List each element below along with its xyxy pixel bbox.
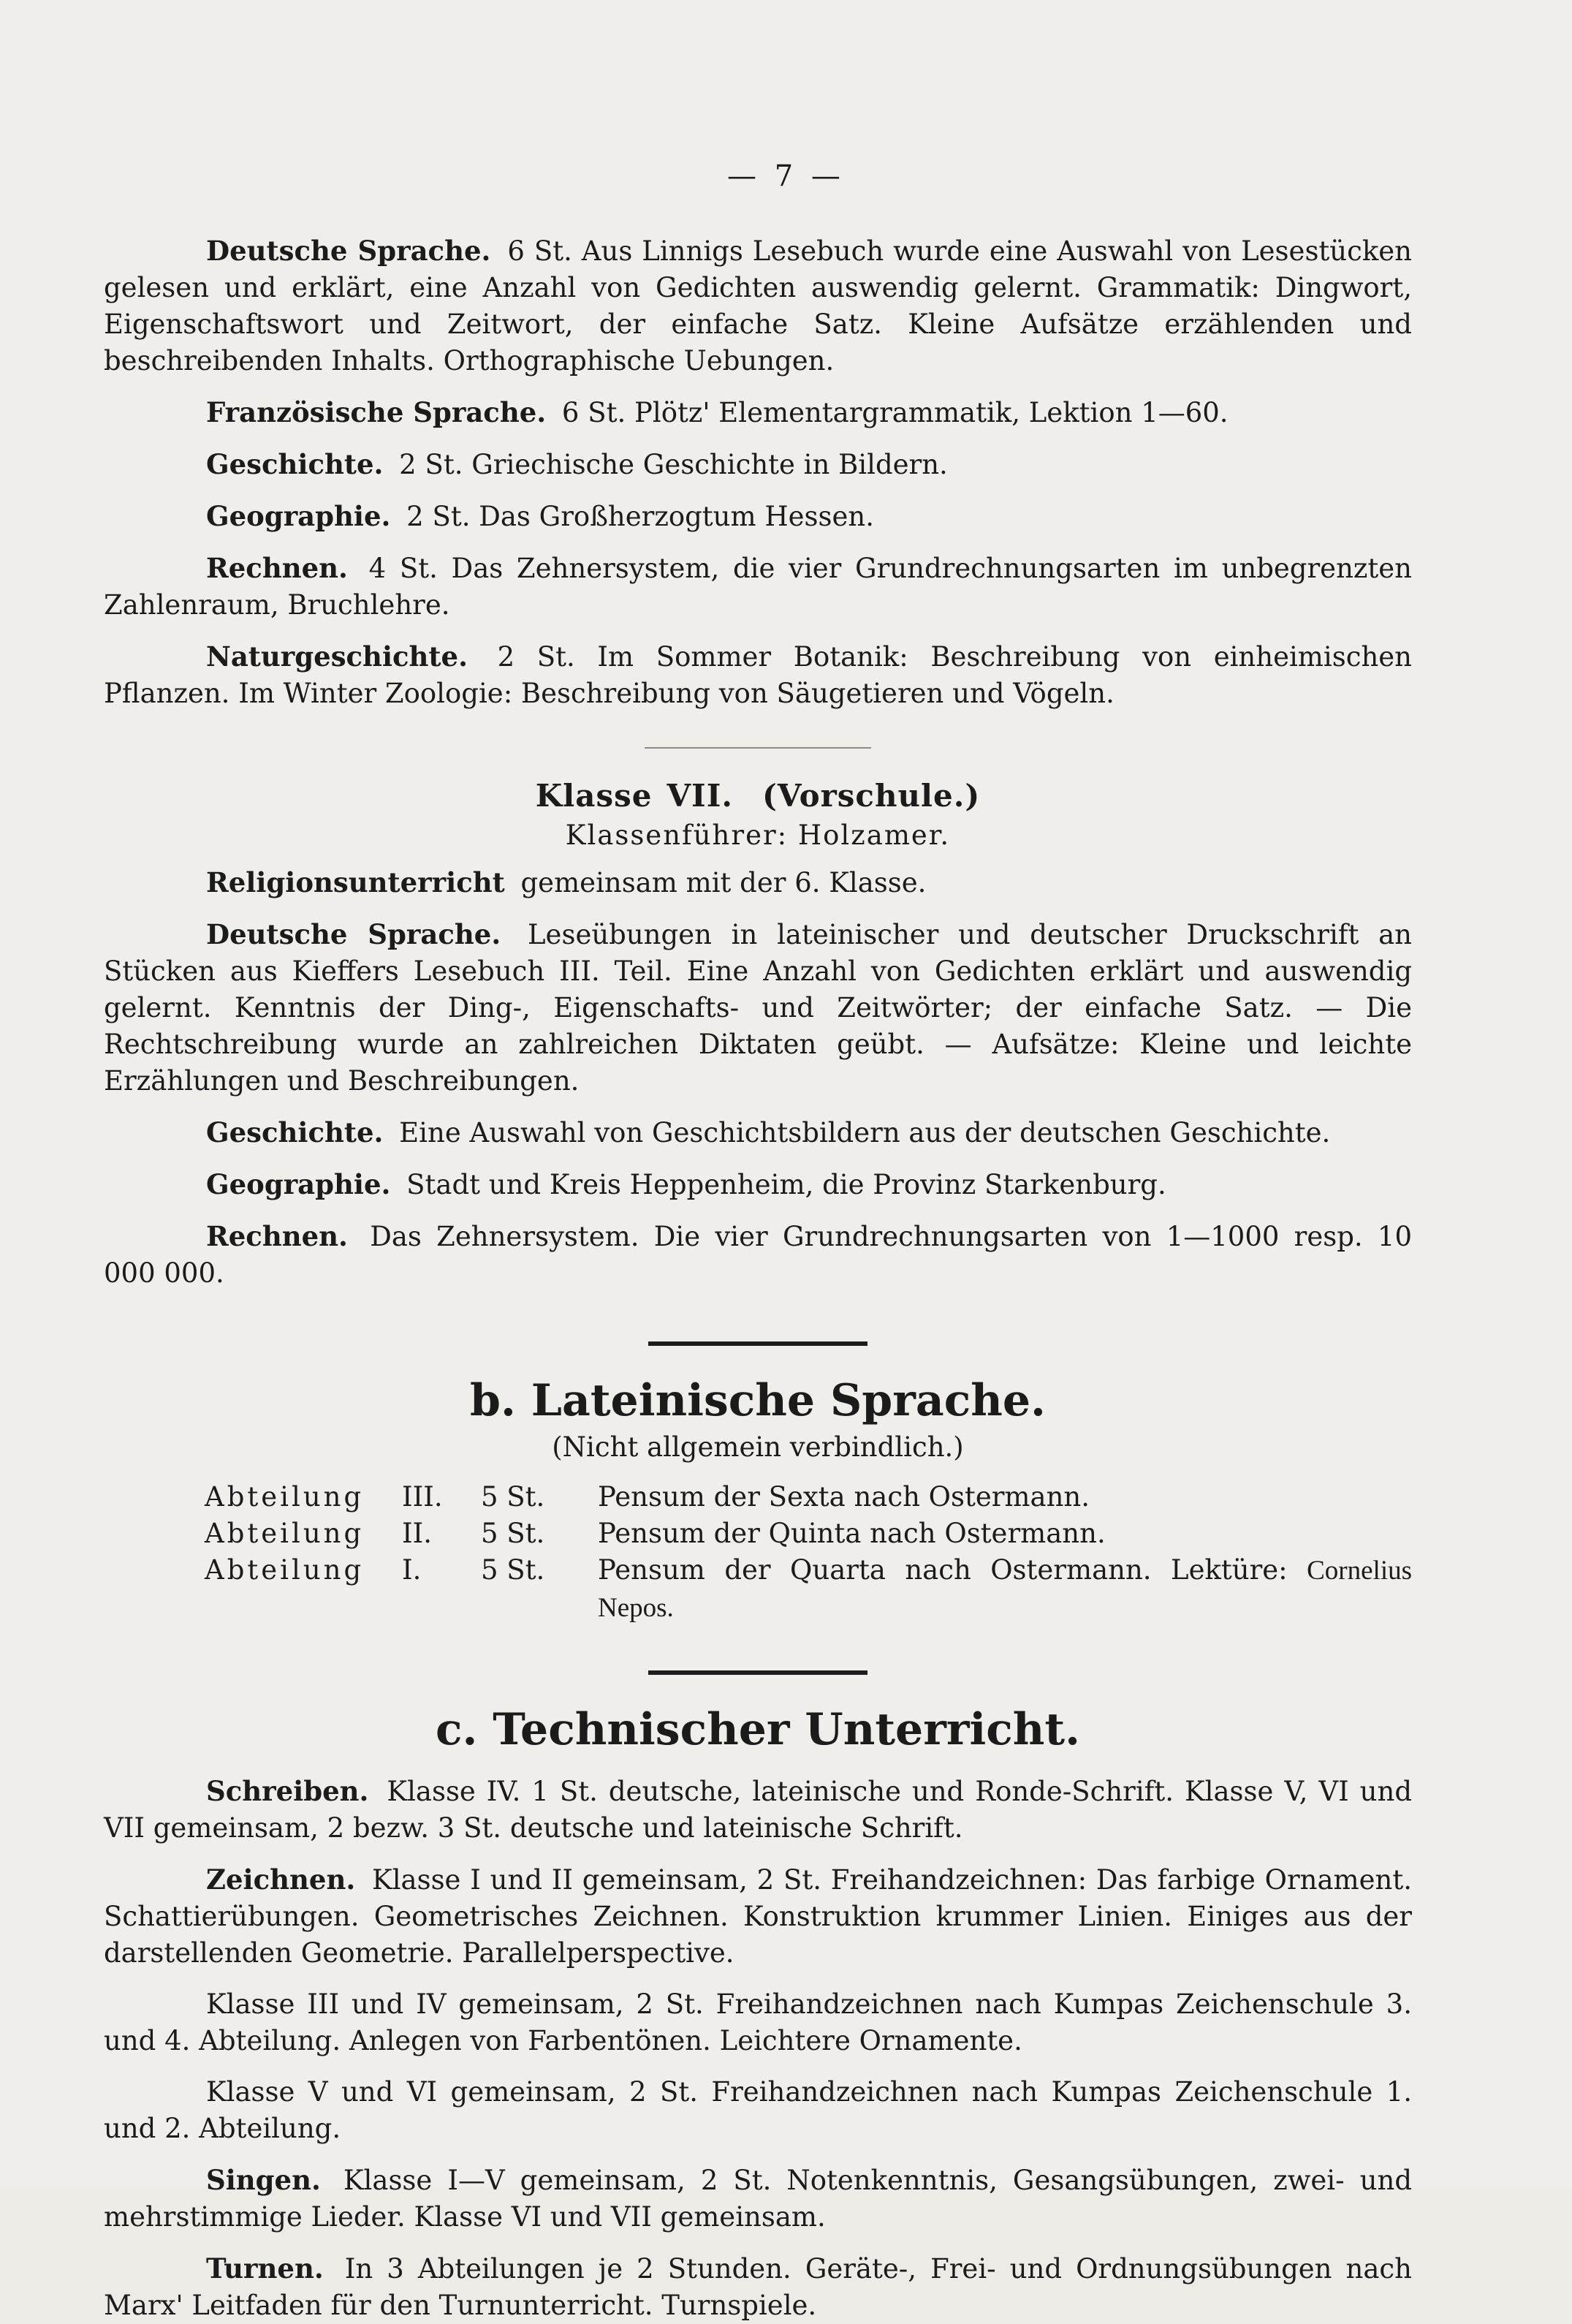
text-schreiben: Klasse IV. 1 St. deutsche, lateinische und Ronde-Schrift. Klasse V, VI und VII gemeinsam, 2 bezw. 3 St. deutsche und lateinische Schrift.: [104, 1776, 1413, 1844]
divider-thin: [645, 747, 871, 749]
text-naturgeschichte: 2 St. Im Sommer Botanik: Beschreibung von einheimischen Pflanzen. Im Winter Zoologie: Beschreibung von Säugetieren und Vögeln.: [104, 641, 1412, 709]
text-k7-deutsch: Leseübungen in lateinischer und deutscher Druckschrift an Stücken aus Kieffers Lesebuch III. Teil. Eine Anzahl von Gedichten erklärt und auswendig gelernt. Kenntnis der Ding-, Eigenschafts- und Zeitwörter; der einfache Satz. — Die Rechtschreibung wurde an zahlreichen Diktaten geübt. — Aufsätze: Kleine und leichte Erzählungen und Beschreibungen.: [104, 919, 1412, 1097]
table-row: [205, 1515, 1412, 1552]
paragraph-geschichte: [104, 446, 1412, 483]
paragraph-zeichnen-2: Klasse III und IV gemeinsam, 2 St. Freihandzeichnen nach Kumpas Zeichenschule 3. und 4. Abteilung. Anlegen von Farbentönen. Leichtere Ornamente.: [104, 1988, 1412, 2056]
paragraph-k7-geschichte: [104, 1114, 1412, 1151]
heading-singen: Singen.: [206, 2164, 321, 2196]
abteilung-label: Abteilung: [205, 1554, 365, 1586]
klasse-7-title: [104, 778, 1412, 814]
text-franzoesisch: 6 St. Plötz' Elementargrammatik, Lektion 1—60.: [561, 397, 1229, 428]
paragraph-schreiben: [104, 1773, 1412, 1847]
heading-schreiben: Schreiben.: [206, 1775, 369, 1807]
heading-k7-geschichte: Geschichte.: [206, 1116, 384, 1148]
paragraph-zeichnen-3: Klasse V und VI gemeinsam, 2 St. Freihandzeichnen nach Kumpas Zeichenschule 1. und 2. Abteilung.: [104, 2076, 1412, 2144]
paragraph-franzoesisch: [104, 394, 1412, 431]
heading-religion: Religionsunterricht: [206, 866, 505, 898]
text-singen: Klasse I—V gemeinsam, 2 St. Notenkenntnis, Gesangsübungen, zwei- und mehrstimmige Lieder. Klasse VI und VII gemeinsam.: [104, 2165, 1413, 2233]
heading-turnen: Turnen.: [206, 2252, 324, 2285]
paragraph-rechnen: [104, 550, 1412, 624]
text-k7-geographie: Stadt und Kreis Heppenheim, die Provinz Starkenburg.: [406, 1169, 1166, 1200]
text-k7-rechnen: Das Zehnersystem. Die vier Grundrechnungsarten von 1—1000 resp. 10 000 000.: [104, 1221, 1412, 1289]
abteilung-roman: II.: [402, 1518, 432, 1549]
table-row: [205, 1479, 1412, 1515]
paragraph-turnen: [104, 2250, 1412, 2324]
text-zeichnen: Klasse I und II gemeinsam, 2 St. Freihandzeichnen: Das farbige Ornament. Schattierübungen. Geometrisches Zeichnen. Konstruktion krummer Linien. Einiges aus der darstellenden Geometrie. Parallelperspective.: [104, 1864, 1412, 1969]
section-title-latein: b. Lateinische Sprache.: [470, 1375, 1046, 1426]
divider-thick-2: [648, 1670, 867, 1675]
paragraph-religion: [104, 864, 1412, 901]
abteilung-text-cell: [598, 1552, 1412, 1627]
paragraph-k7-rechnen: [104, 1218, 1412, 1292]
klassenfuehrer: Klassenführer: Holzamer.: [565, 820, 951, 851]
text-k7-geschichte: Eine Auswahl von Geschichtsbildern aus der deutschen Geschichte.: [399, 1117, 1331, 1148]
abteilung-table: [205, 1479, 1412, 1627]
paragraph-deutsch: [104, 232, 1412, 379]
paragraph-k7-deutsch: [104, 916, 1412, 1099]
paragraph-zeichnen: [104, 1861, 1412, 1972]
abteilung-roman: III.: [402, 1481, 443, 1513]
heading-deutsch: Deutsche Sprache.: [206, 235, 491, 267]
latein-note: (Nicht allgemein verbindlich.): [552, 1431, 964, 1463]
abteilung-text: Pensum der Quarta nach Ostermann. Lektüre:: [598, 1554, 1288, 1586]
paragraph-singen: [104, 2162, 1412, 2236]
heading-franzoesisch: Französische Sprache.: [206, 396, 547, 428]
abteilung-hours: 5 St.: [481, 1554, 545, 1586]
heading-geographie: Geographie.: [206, 500, 391, 532]
abteilung-roman: I.: [402, 1554, 422, 1586]
divider-thick-1: [648, 1341, 867, 1346]
paragraph-k7-geographie: [104, 1166, 1412, 1203]
abteilung-label: Abteilung: [205, 1481, 365, 1513]
heading-geschichte: Geschichte.: [206, 448, 384, 480]
table-row: [205, 1552, 1412, 1627]
text-turnen: In 3 Abteilungen je 2 Stunden. Geräte-, Frei- und Ordnungsübungen nach Marx' Leitfaden für den Turnunterricht. Turnspiele.: [104, 2253, 1412, 2321]
text-geschichte: 2 St. Griechische Geschichte in Bildern.: [399, 449, 948, 480]
text-geographie: 2 St. Das Großherzogtum Hessen.: [406, 501, 874, 532]
abteilung-text: Pensum der Quinta nach Ostermann.: [598, 1518, 1106, 1549]
page-content: [104, 232, 1412, 2324]
text-religion: gemeinsam mit der 6. Klasse.: [520, 867, 927, 898]
heading-k7-geographie: Geographie.: [206, 1168, 391, 1200]
heading-k7-rechnen: Rechnen.: [206, 1220, 348, 1252]
text-deutsch: 6 St. Aus Linnigs Lesebuch wurde eine Auswahl von Lesestücken gelesen und erklärt, eine Anzahl von Gedichten auswendig gelernt. Grammatik: Dingwort, Eigenschaftswort und Zeitwort, der einfache Satz. Kleine Aufsätze erzählenden und beschreibenden Inhalts. Orthographische Uebungen.: [104, 235, 1412, 376]
abteilung-author: Cornelius Nepos.: [598, 1556, 1413, 1623]
klasse-7-number: VII.: [667, 778, 733, 814]
heading-naturgeschichte: Naturgeschichte.: [206, 640, 468, 673]
section-title-technisch: c. Technischer Unterricht.: [435, 1704, 1081, 1755]
heading-k7-deutsch: Deutsche Sprache.: [206, 918, 501, 950]
klasse-7-prefix: Klasse: [535, 778, 653, 814]
text-rechnen: 4 St. Das Zehnersystem, die vier Grundrechnungsarten im unbegrenzten Zahlenraum, Bruchlehre.: [104, 553, 1412, 621]
page-number: — 7 —: [727, 159, 845, 193]
abteilung-hours: 5 St.: [481, 1481, 545, 1513]
klasse-7-suffix: (Vorschule.): [762, 778, 981, 814]
abteilung-label: Abteilung: [205, 1518, 365, 1549]
paragraph-naturgeschichte: [104, 638, 1412, 712]
abteilung-hours: 5 St.: [481, 1518, 545, 1549]
paragraph-geographie: [104, 498, 1412, 535]
abteilung-text: Pensum der Sexta nach Ostermann.: [598, 1481, 1090, 1513]
heading-rechnen: Rechnen.: [206, 552, 348, 584]
heading-zeichnen: Zeichnen.: [206, 1863, 356, 1896]
